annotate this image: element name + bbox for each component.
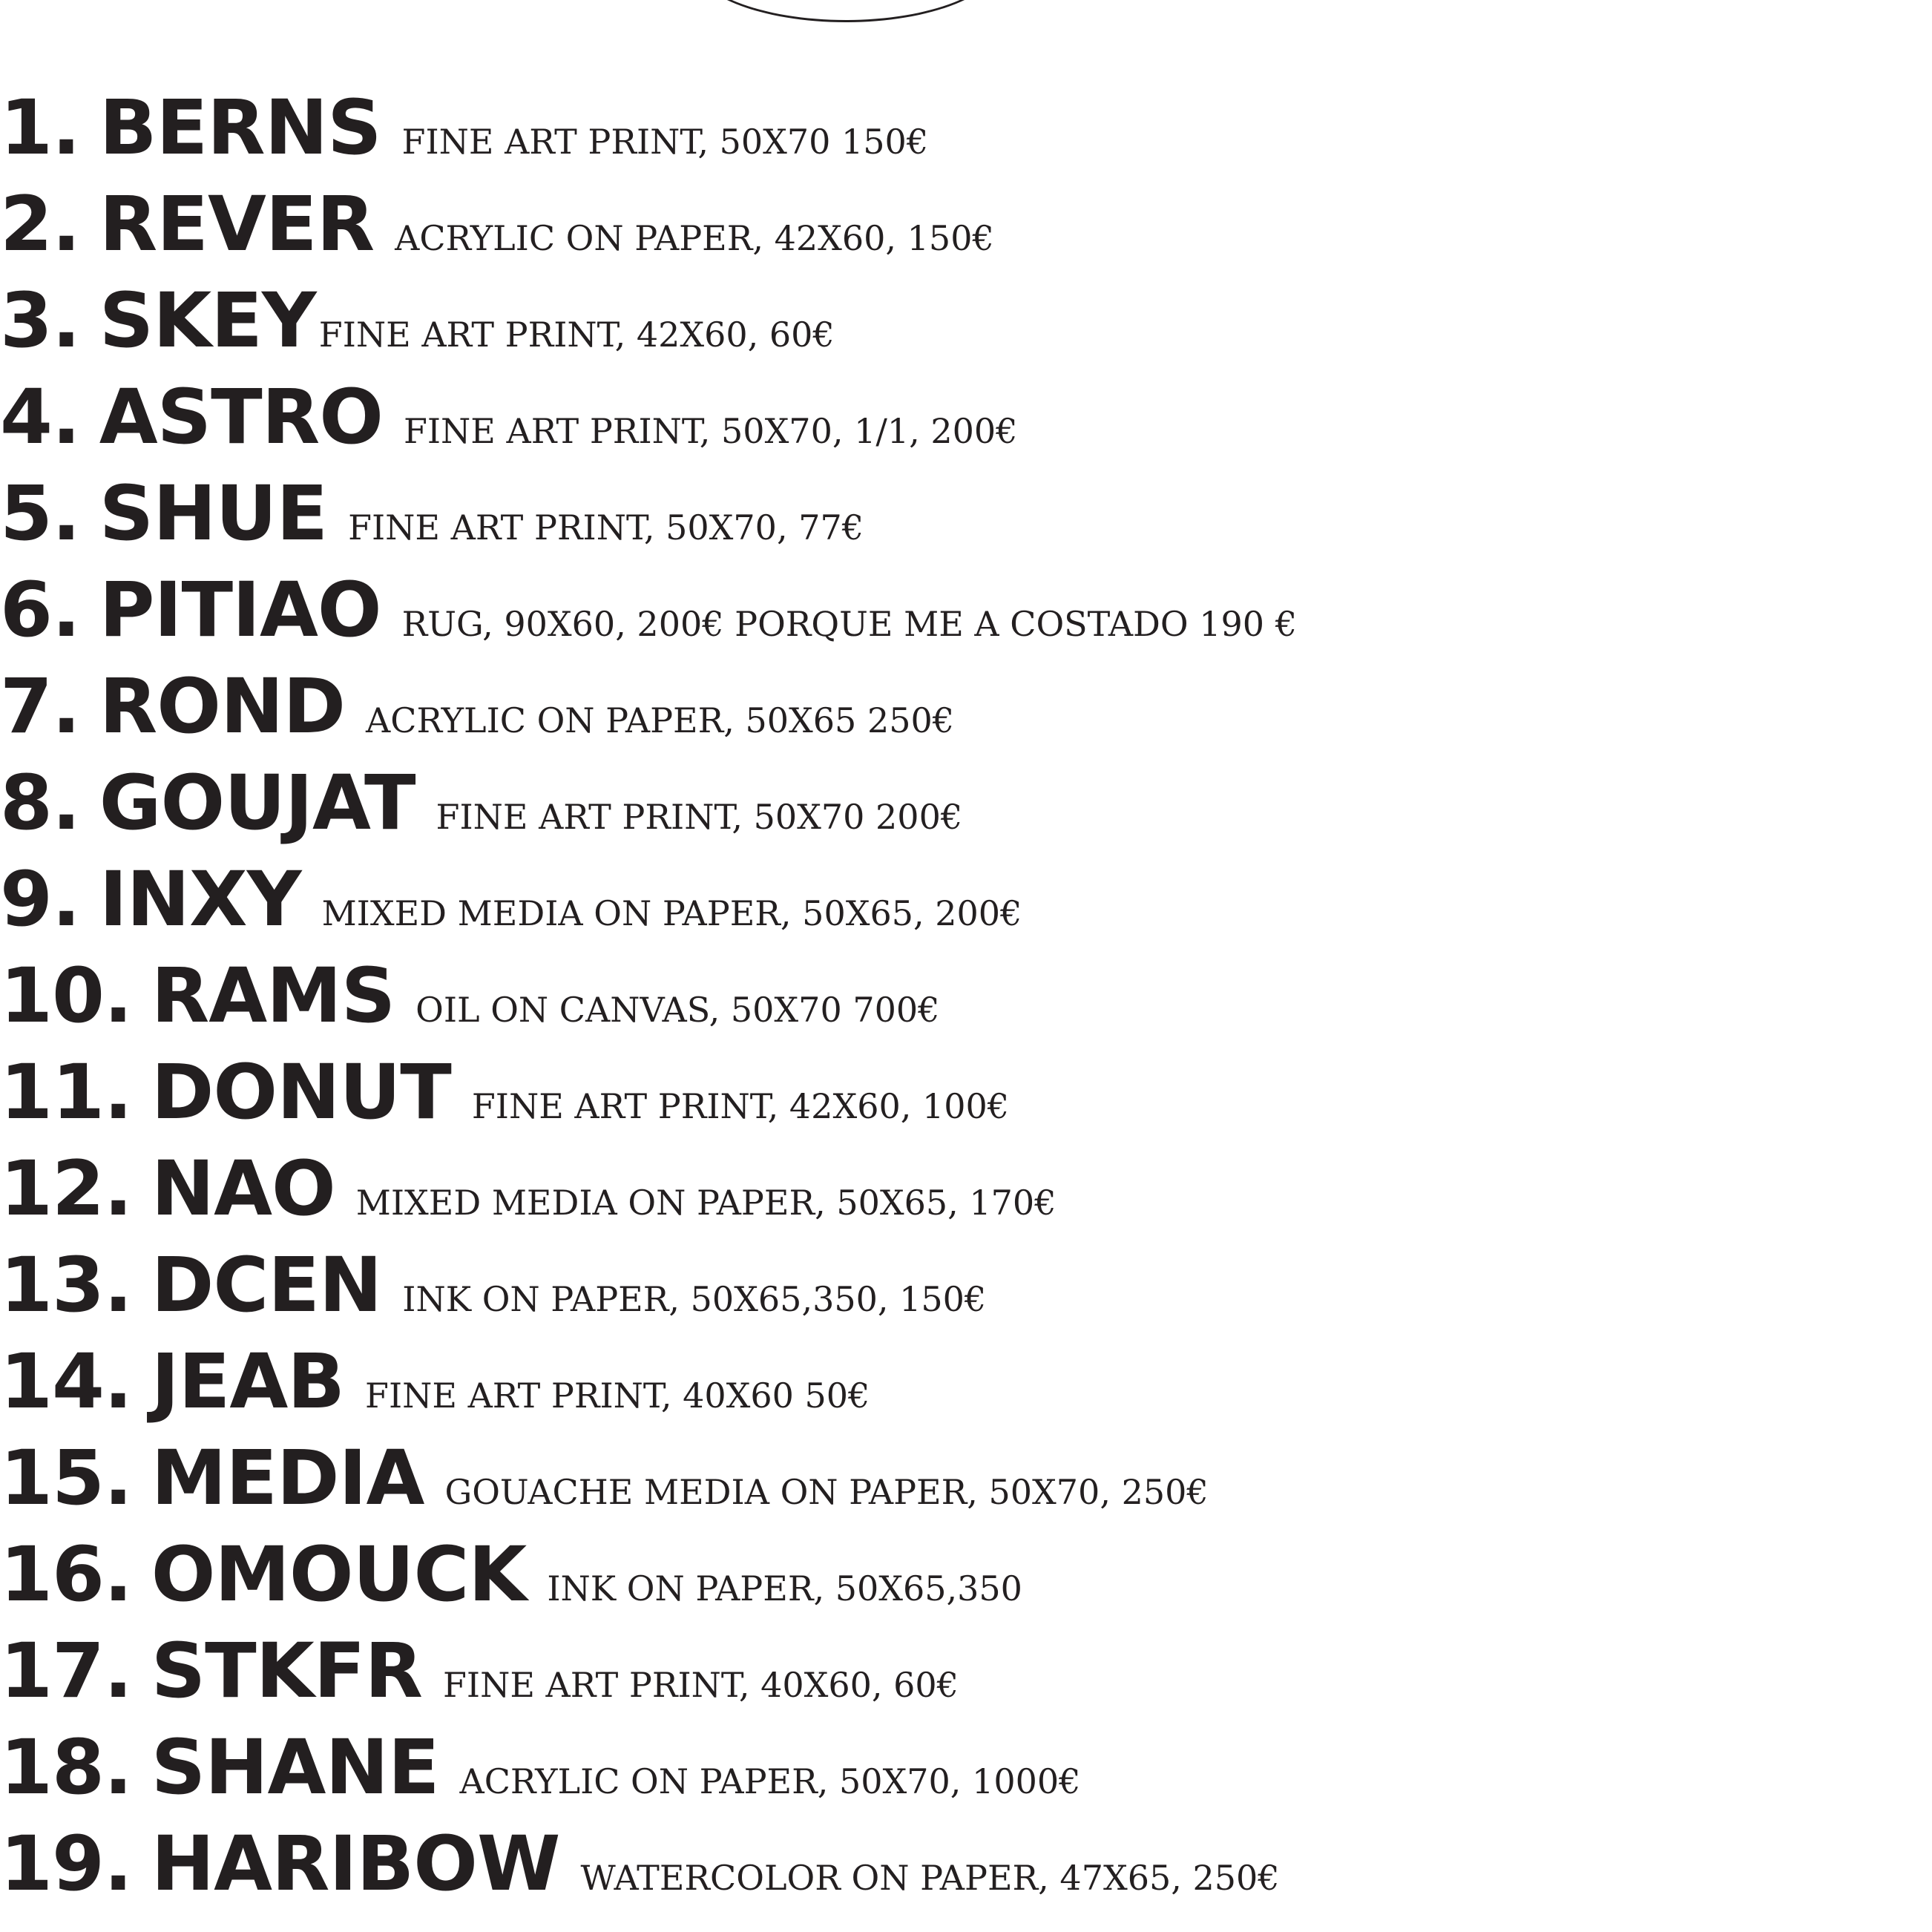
list-item <box>0 1430 1297 1527</box>
artwork-details: ACRYLIC ON PAPER, 50X70, 1000€ <box>459 1761 1081 1801</box>
top-ellipse-decoration <box>690 0 1002 22</box>
item-number: 18. <box>0 1724 132 1812</box>
artwork-details: MIXED MEDIA ON PAPER, 50X65, 170€ <box>355 1183 1057 1223</box>
artwork-details: ACRYLIC ON PAPER, 42X60, 150€ <box>395 218 994 258</box>
item-number: 15. <box>0 1434 132 1522</box>
list-item <box>0 852 1297 948</box>
artwork-price-list <box>0 80 1297 1913</box>
artist-name: BERNS <box>99 84 381 172</box>
item-number: 16. <box>0 1531 132 1619</box>
list-item <box>0 1816 1297 1913</box>
item-number: 8. <box>0 759 80 847</box>
artist-name: ROND <box>99 663 346 751</box>
item-number: 3. <box>0 277 80 365</box>
artist-name: RAMS <box>151 952 395 1040</box>
artist-name: JEAB <box>151 1338 345 1426</box>
list-item <box>0 177 1297 273</box>
list-item <box>0 1334 1297 1430</box>
list-item <box>0 1527 1297 1623</box>
artist-name: SKEY <box>99 277 316 365</box>
item-number: 9. <box>0 855 80 944</box>
item-number: 6. <box>0 566 80 654</box>
list-item <box>0 948 1297 1045</box>
artist-name: NAO <box>151 1145 335 1233</box>
item-number: 7. <box>0 663 80 751</box>
artwork-details: FINE ART PRINT, 50X70 200€ <box>436 797 963 837</box>
item-number: 5. <box>0 470 80 558</box>
artist-name: PITIAO <box>99 566 381 654</box>
item-number: 10. <box>0 952 132 1040</box>
artist-name: HARIBOW <box>151 1820 560 1908</box>
artist-name: INXY <box>99 855 301 944</box>
artwork-details: INK ON PAPER, 50X65,350 <box>547 1568 1022 1609</box>
artwork-details: FINE ART PRINT, 50X70 150€ <box>401 122 929 162</box>
artwork-details: OIL ON CANVAS, 50X70 700€ <box>415 990 940 1030</box>
list-item <box>0 562 1297 659</box>
artwork-details: FINE ART PRINT, 50X70, 1/1, 200€ <box>403 411 1018 451</box>
artist-name: SHANE <box>151 1724 439 1812</box>
list-item <box>0 1141 1297 1238</box>
list-item <box>0 80 1297 177</box>
artist-name: DONUT <box>151 1048 451 1137</box>
artist-name: STKFR <box>151 1627 423 1715</box>
artwork-details: MIXED MEDIA ON PAPER, 50X65, 200€ <box>321 893 1022 933</box>
item-number: 19. <box>0 1820 132 1908</box>
list-item <box>0 755 1297 852</box>
artwork-details: FINE ART PRINT, 42X60, 100€ <box>471 1086 1010 1126</box>
artist-name: REVER <box>99 180 375 269</box>
item-number: 1. <box>0 84 80 172</box>
artwork-details: WATERCOLOR ON PAPER, 47X65, 250€ <box>580 1858 1280 1898</box>
artist-name: GOUJAT <box>99 759 415 847</box>
artwork-details: INK ON PAPER, 50X65,350, 150€ <box>402 1279 987 1319</box>
item-number: 11. <box>0 1048 132 1137</box>
item-number: 17. <box>0 1627 132 1715</box>
list-item <box>0 659 1297 755</box>
list-item <box>0 466 1297 562</box>
artist-name: ASTRO <box>99 373 383 461</box>
artwork-details: RUG, 90X60, 200€ PORQUE ME A COSTADO 190 € <box>401 604 1297 644</box>
list-item <box>0 1623 1297 1720</box>
artist-name: MEDIA <box>151 1434 424 1522</box>
artist-name: DCEN <box>151 1241 382 1330</box>
artwork-details: ACRYLIC ON PAPER, 50X65 250€ <box>366 700 955 740</box>
list-item <box>0 273 1297 369</box>
artwork-details: FINE ART PRINT, 50X70, 77€ <box>348 507 864 548</box>
list-item <box>0 369 1297 466</box>
artwork-details: FINE ART PRINT, 40X60, 60€ <box>443 1665 959 1705</box>
artwork-details: GOUACHE MEDIA ON PAPER, 50X70, 250€ <box>444 1472 1209 1512</box>
list-item <box>0 1045 1297 1141</box>
item-number: 2. <box>0 180 80 269</box>
list-item <box>0 1720 1297 1816</box>
item-number: 13. <box>0 1241 132 1330</box>
artist-name: SHUE <box>99 470 328 558</box>
artwork-details: FINE ART PRINT, 40X60 50€ <box>365 1376 870 1416</box>
item-number: 12. <box>0 1145 132 1233</box>
artist-name: OMOUCK <box>151 1531 527 1619</box>
item-number: 4. <box>0 373 80 461</box>
artwork-details: FINE ART PRINT, 42X60, 60€ <box>318 315 835 355</box>
list-item <box>0 1238 1297 1334</box>
item-number: 14. <box>0 1338 132 1426</box>
